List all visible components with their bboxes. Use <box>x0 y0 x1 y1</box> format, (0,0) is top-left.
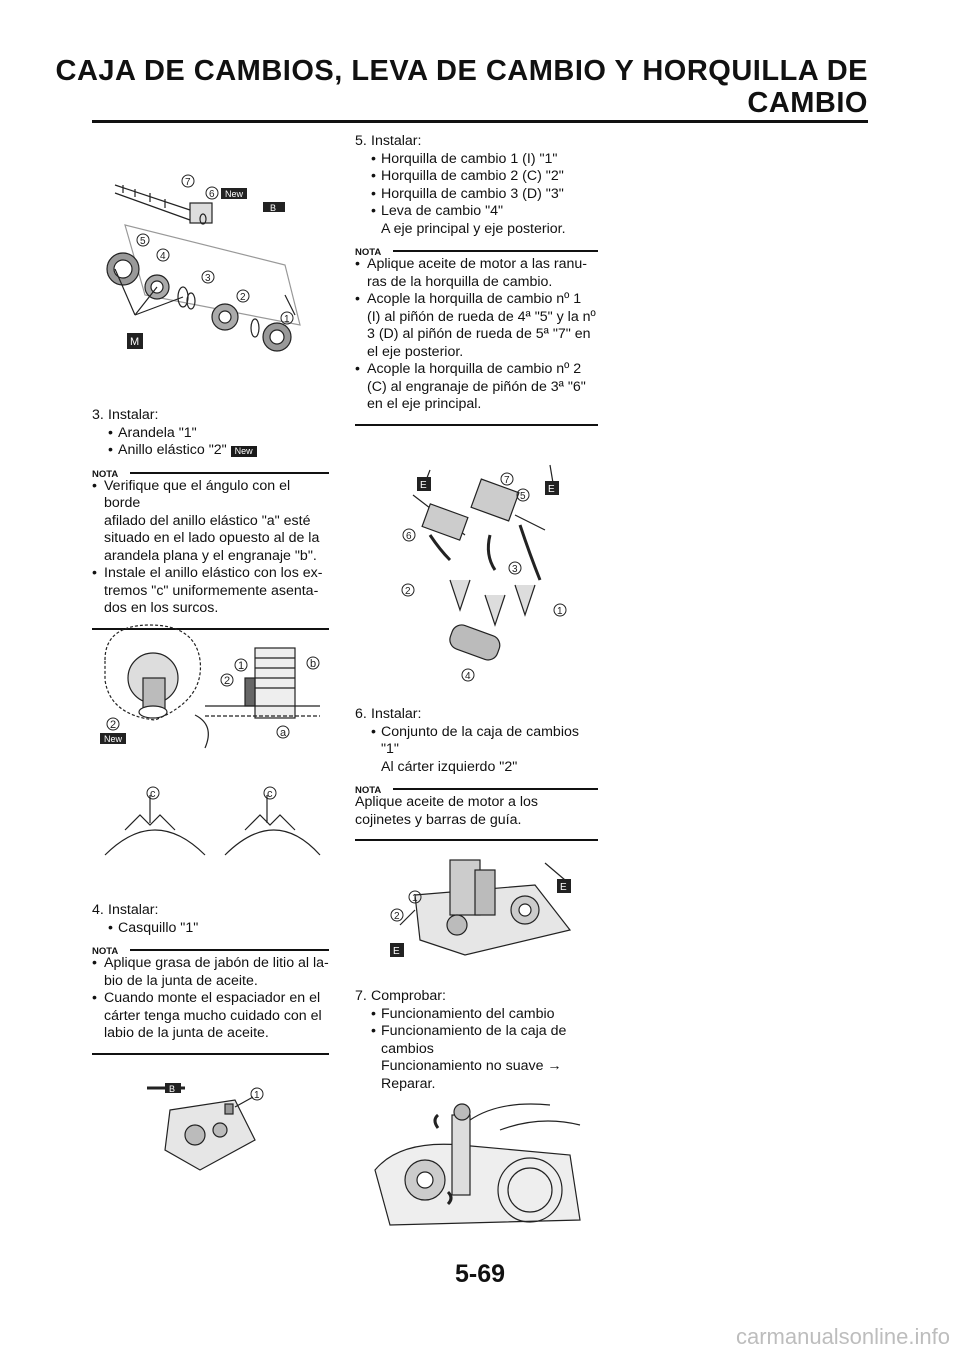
svg-text:7: 7 <box>185 177 191 188</box>
svg-text:1: 1 <box>557 606 563 617</box>
step-6-item-1-cont2: Al cárter izquierdo "2" <box>381 758 518 775</box>
page-title-line2: CAMBIO <box>747 87 868 119</box>
right-column-step7 <box>355 988 598 1093</box>
step-6-item-1-cont: "1" <box>381 741 399 757</box>
nota-line: • Acople la horquilla de cambio nº 2 <box>355 361 598 379</box>
step-6-heading: 6. Instalar: <box>355 706 422 722</box>
nota-line: labio de la junta de aceite. <box>104 1025 269 1041</box>
svg-text:E: E <box>548 484 555 495</box>
nota-line: • Acople la horquilla de cambio nº 1 <box>355 291 598 309</box>
nota-line: en el eje principal. <box>367 396 482 412</box>
svg-text:1: 1 <box>254 1090 260 1101</box>
page-number: 5-69 <box>454 1260 506 1288</box>
step-6-item-1: • Conjunto de la caja de cambios <box>355 724 598 742</box>
svg-text:2: 2 <box>110 719 117 731</box>
svg-text:E: E <box>560 882 567 893</box>
step-5-item-4: • Leva de cambio "4" <box>355 203 598 221</box>
svg-text:4: 4 <box>160 251 166 262</box>
step-7-item-2-cont: cambios <box>381 1040 434 1057</box>
right-column-step5 <box>355 133 598 426</box>
step-4-heading: 4. Instalar: <box>92 902 159 918</box>
svg-text:7: 7 <box>504 475 510 486</box>
svg-text:6: 6 <box>406 531 412 542</box>
svg-text:2: 2 <box>394 911 400 922</box>
nota-line: cárter tenga mucho cuidado con el <box>104 1007 322 1024</box>
nota-line: • Verifique que el ángulo con el borde <box>92 478 329 513</box>
svg-text:M: M <box>130 336 140 348</box>
nota-line: arandela plana y el engranaje "b". <box>104 547 317 564</box>
new-badge-text: New <box>104 734 123 744</box>
crankcase-collar-figure <box>145 1080 275 1175</box>
svg-text:2: 2 <box>240 292 246 303</box>
svg-text:c: c <box>150 788 156 800</box>
left-column-step4 <box>92 902 329 1055</box>
step-4-item-1: • Casquillo "1" <box>92 920 329 938</box>
step-5-item-1: • Horquilla de cambio 1 (I) "1" <box>355 151 598 169</box>
step-5-item-4-cont: A eje principal y eje posterior. <box>381 220 566 237</box>
circlip-ends-figure <box>95 785 325 865</box>
nota-header: NOTA <box>92 943 329 955</box>
left-column <box>92 407 329 630</box>
nota-line: tremos "c" uniformemente asenta- <box>104 582 319 599</box>
svg-text:1: 1 <box>412 893 418 904</box>
step-5-item-2: • Horquilla de cambio 2 (C) "2" <box>355 168 598 186</box>
nota-header: NOTA <box>355 782 598 794</box>
svg-text:E: E <box>420 480 427 491</box>
svg-text:a: a <box>280 727 287 739</box>
step-7-heading: 7. Comprobar: <box>355 988 446 1004</box>
nota-line: situado en el lado opuesto al de la <box>104 530 320 546</box>
svg-text:B: B <box>169 1084 176 1094</box>
svg-text:E: E <box>393 946 400 957</box>
nota-line: • Aplique aceite de motor a las ranu- <box>355 256 598 274</box>
step-5-item-3: • Horquilla de cambio 3 (D) "3" <box>355 186 598 204</box>
svg-text:3: 3 <box>512 564 518 575</box>
nota-end-rule <box>355 839 598 841</box>
header-rule <box>92 120 868 123</box>
step-7-item-1: • Funcionamiento del cambio <box>355 1006 598 1024</box>
nota-line: (C) al engranaje de piñón de 3ª "6" <box>367 378 586 395</box>
nota-line: bio de la junta de aceite. <box>104 972 258 989</box>
shift-forks-cam-figure <box>395 455 575 685</box>
svg-text:b: b <box>310 658 317 670</box>
nota-line: • Cuando monte el espaciador en el <box>92 990 329 1008</box>
svg-text:1: 1 <box>284 314 290 325</box>
svg-text:B: B <box>270 203 277 213</box>
svg-text:2: 2 <box>405 586 411 597</box>
nota-line: cojinetes y barras de guía. <box>355 811 522 828</box>
svg-text:4: 4 <box>465 671 471 682</box>
new-badge: New <box>231 446 257 457</box>
svg-text:2: 2 <box>224 675 231 687</box>
svg-text:3: 3 <box>205 273 211 284</box>
step-7-item-2-cont3: Reparar. <box>381 1075 436 1092</box>
nota-line: dos en los surcos. <box>104 600 219 616</box>
nota-line: • Aplique grasa de jabón de litio al la- <box>92 955 329 973</box>
svg-text:c: c <box>267 788 273 800</box>
step-3-heading: 3. Instalar: <box>92 407 159 423</box>
page-title-line1: CAJA DE CAMBIOS, LEVA DE CAMBIO Y HORQUILLA DE <box>55 55 868 87</box>
nota-line: • Instale el anillo elástico con los ex- <box>92 565 329 583</box>
watermark: carmanualsonline.info <box>735 1324 950 1349</box>
svg-text:1: 1 <box>238 660 245 672</box>
transmission-crankcase-figure <box>385 855 585 960</box>
svg-text:5: 5 <box>140 236 146 247</box>
nota-line: ras de la horquilla de cambio. <box>367 273 553 290</box>
nota-line: (I) al piñón de rueda de 4ª "5" y la nº <box>367 308 596 325</box>
step-7-item-2: • Funcionamiento de la caja de <box>355 1023 598 1041</box>
nota-header: NOTA <box>355 244 598 256</box>
nota-line: afilado del anillo elástico "a" esté <box>104 512 311 529</box>
nota-end-rule <box>355 424 598 426</box>
nota-line: 3 (D) al piñón de rueda de 5ª "7" en <box>367 326 591 342</box>
nota-header: NOTA <box>92 466 329 478</box>
nota-end-rule <box>92 1053 329 1055</box>
nota-line: Aplique aceite de motor a los <box>355 794 538 810</box>
step-3-item-1: • Arandela "1" <box>92 425 329 443</box>
svg-text:6: 6 <box>209 189 215 200</box>
step-5-heading: 5. Instalar: <box>355 133 422 149</box>
main-axle-exploded-figure <box>95 165 305 360</box>
step-7-item-2-cont2: Funcionamiento no suave → <box>381 1058 562 1074</box>
step-3-item-2: • Anillo elástico "2" New <box>92 442 329 460</box>
operation-check-figure <box>370 1100 585 1230</box>
circlip-install-figure <box>95 620 325 750</box>
new-badge-text: New <box>225 189 244 199</box>
nota-line: el eje posterior. <box>367 343 464 360</box>
right-column-step6 <box>355 706 598 841</box>
svg-text:5: 5 <box>520 491 526 502</box>
